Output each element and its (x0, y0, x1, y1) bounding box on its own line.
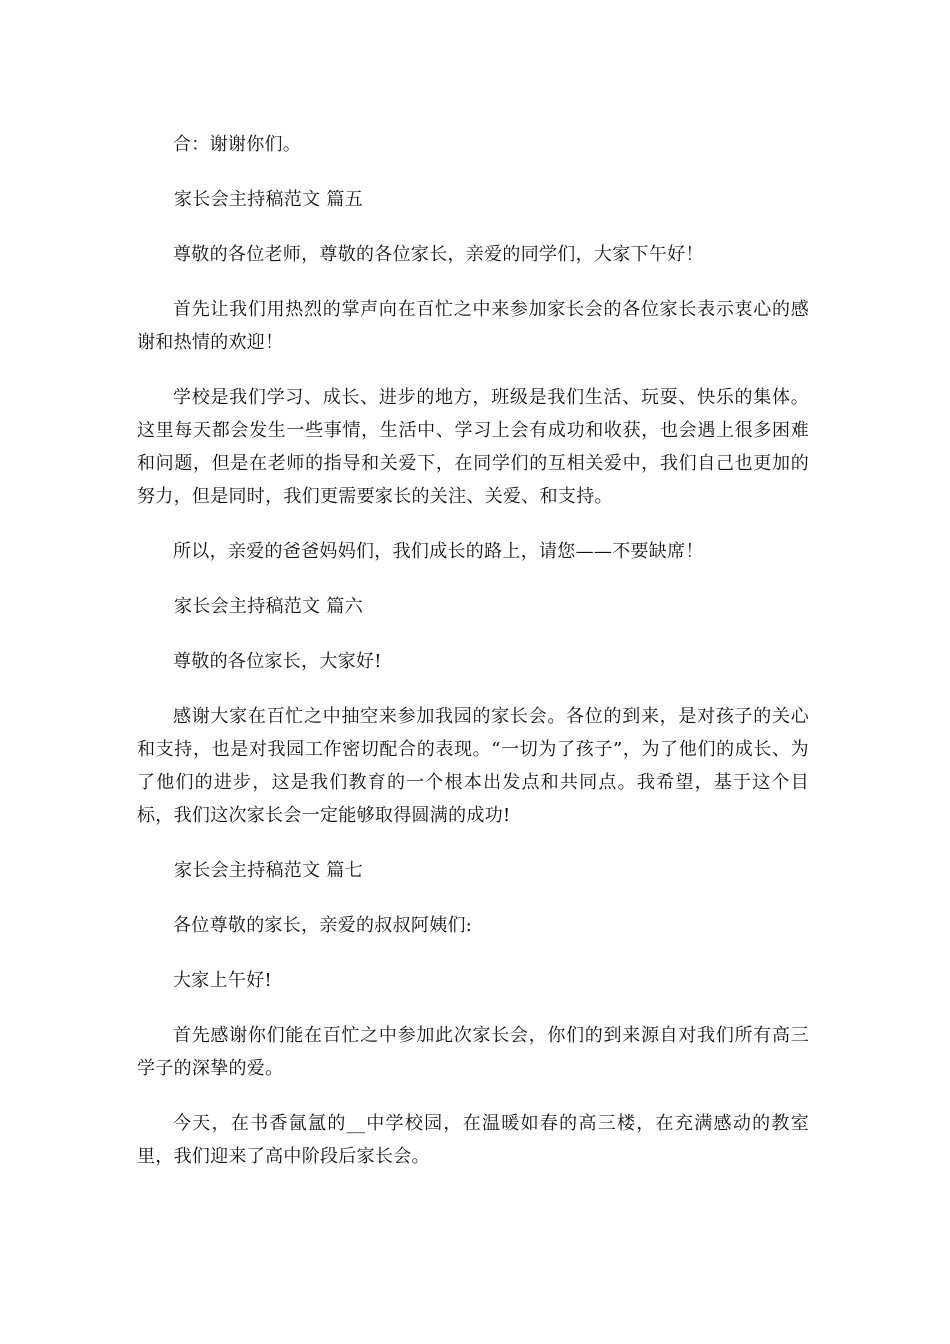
paragraph: 首先让我们用热烈的掌声向在百忙之中来参加家长会的各位家长表示衷心的感谢和热情的欢迎！ (137, 299, 809, 353)
paragraph: 合：谢谢你们。 (173, 134, 302, 155)
paragraph: 今天，在书香氤氲的__中学校园，在温暖如春的高三楼，在充满感动的教室里，我们迎来了高中阶段后家长会。 (137, 1113, 809, 1167)
paragraph: 尊敬的各位老师，尊敬的各位家长，亲爱的同学们，大家下午好！ (173, 244, 704, 265)
paragraph: 大家上午好! (173, 970, 273, 991)
paragraph: 学校是我们学习、成长、进步的地方，班级是我们生活、玩耍、快乐的集体。这里每天都会发生一些事情，生活中、学习上会有成功和收获，也会遇上很多困难和问题，但是在老师的指导和关爱下，在同学们的互相关爱中，我们自己也更加的努力，但是同时，我们更需要家长的关注、关爱、和支持。 (137, 387, 809, 507)
paragraph: 所以，亲爱的爸爸妈妈们，我们成长的路上，请您——不要缺席！ (173, 541, 704, 562)
paragraph: 感谢大家在百忙之中抽空来参加我园的家长会。各位的到来，是对孩子的关心和支持，也是对我园工作密切配合的表现。“一切为了孩子”，为了他们的成长、为了他们的进步，这是我们教育的一个根本出发点和共同点。我希望，基于这个目标，我们这次家长会一定能够取得圆满的成功! (137, 706, 809, 826)
section-heading: 家长会主持稿范文 篇五 (174, 189, 364, 210)
paragraph: 尊敬的各位家长，大家好! (173, 651, 382, 672)
document-body (137, 128, 809, 1195)
paragraph: 首先感谢你们能在百忙之中参加此次家长会，你们的到来源自对我们所有高三学子的深挚的爱。 (137, 1025, 809, 1079)
section-heading: 家长会主持稿范文 篇六 (174, 596, 364, 617)
section-heading: 家长会主持稿范文 篇七 (174, 860, 364, 881)
paragraph: 各位尊敬的家长，亲爱的叔叔阿姨们: (173, 915, 473, 936)
